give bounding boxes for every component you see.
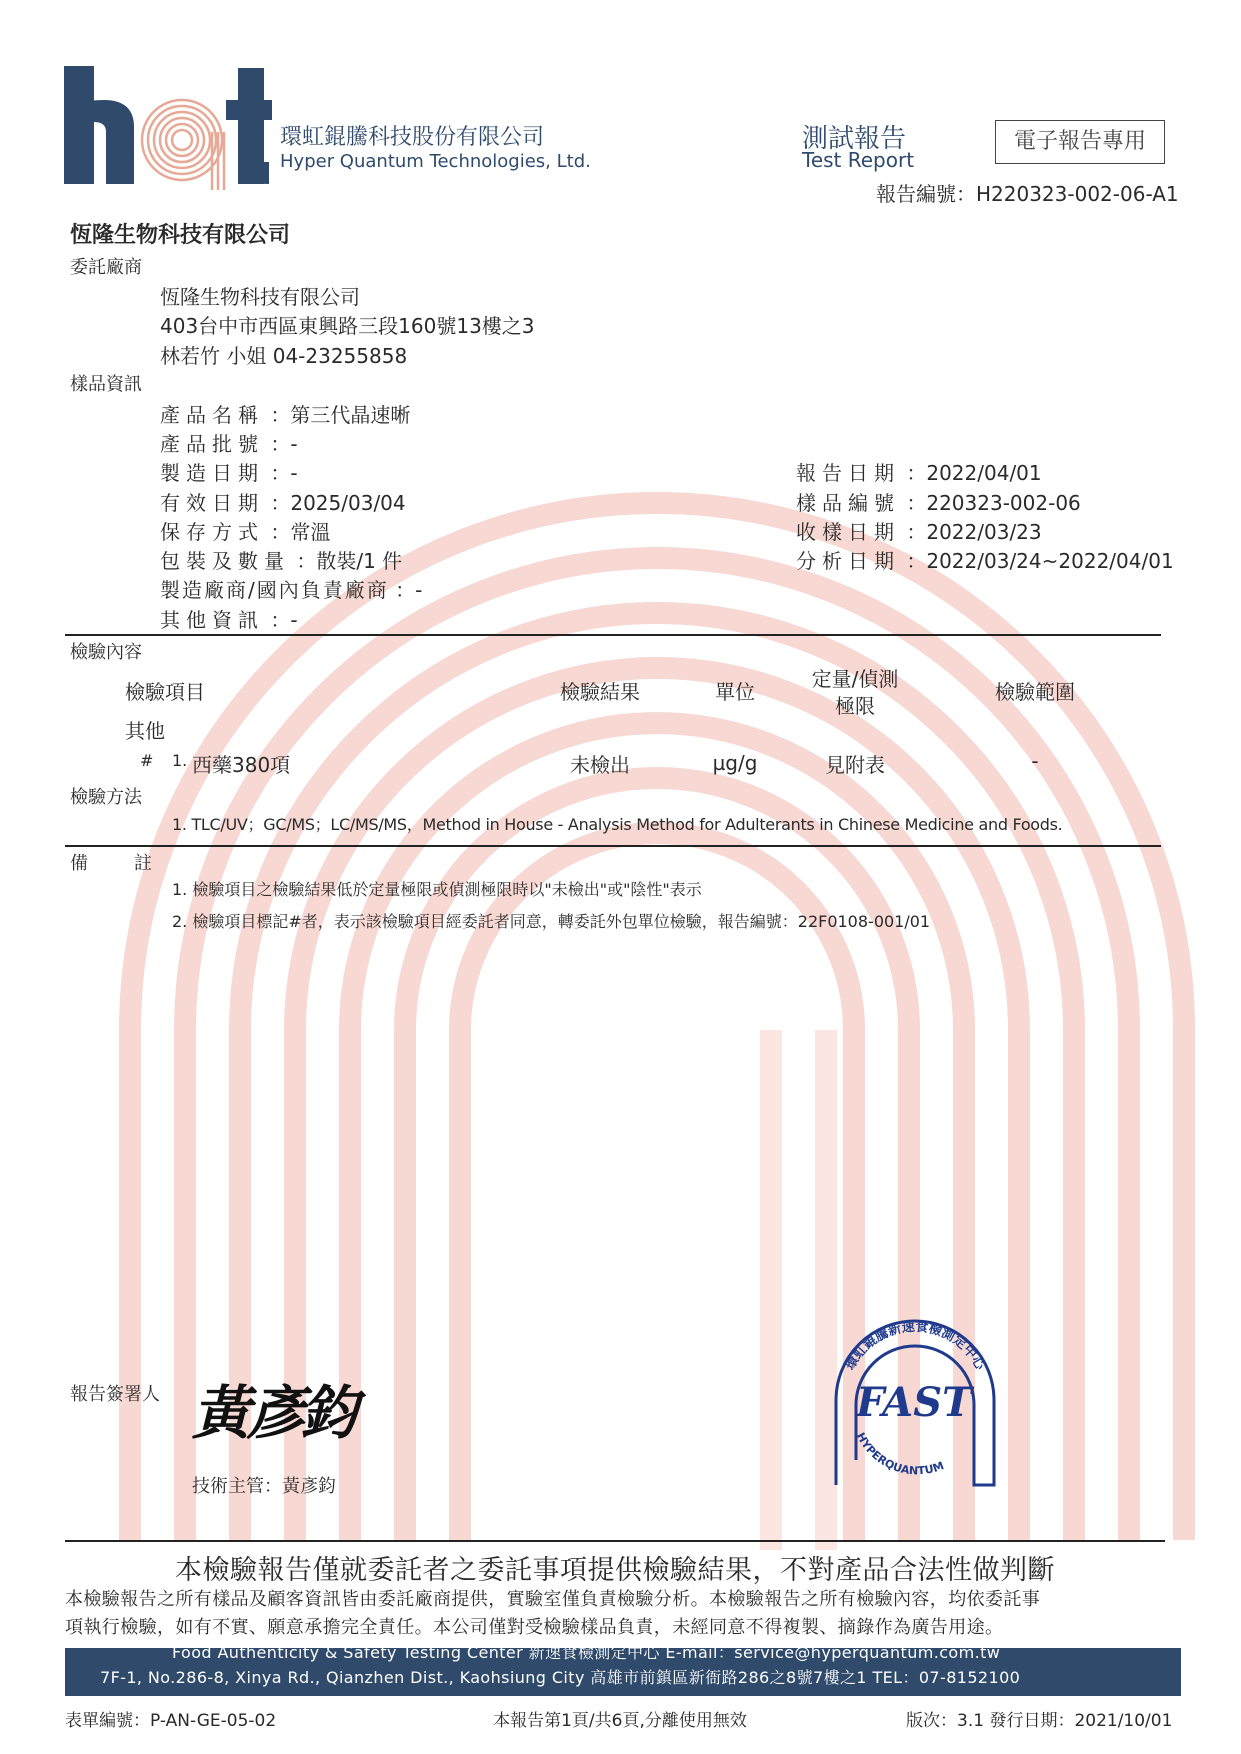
col-header-unit: 單位: [715, 680, 755, 704]
sample-field: 產品名稱 ：第三代晶速晰: [160, 403, 411, 427]
client-name: 恆隆生物科技有限公司: [160, 285, 360, 309]
report-title-en: Test Report: [802, 148, 915, 172]
company-logo: [64, 62, 274, 192]
group-label: 其他: [125, 719, 165, 743]
sample-field: 製造日期 ：-: [160, 461, 298, 485]
row-loq: 見附表: [825, 753, 885, 777]
sample-field: 其他資訊 ：-: [160, 608, 298, 632]
col-header-range: 檢驗範圍: [995, 680, 1075, 704]
company-name-en: Hyper Quantum Technologies, Ltd.: [280, 151, 591, 172]
svg-text:環虹錕騰新速食檢測定中心: 環虹錕騰新速食檢測定中心: [842, 1319, 988, 1373]
sample-field: 包裝及數量 ：散裝/1 件: [160, 549, 403, 573]
sample-field: 製造廠商/國內負責廠商 ：-: [160, 578, 423, 602]
col-header-loq-1: 定量/偵測: [811, 667, 899, 691]
version-info: 版次：3.1 發行日期：2021/10/01: [906, 1711, 1173, 1731]
form-number: 表單編號：P-AN-GE-05-02: [65, 1711, 277, 1731]
sample-field: 產品批號 ：-: [160, 432, 298, 456]
sample-field-right: 收樣日期 ：2022/03/23: [796, 520, 1042, 544]
note-item: 1. 檢驗項目之檢驗結果低於定量極限或偵測極限時以"未檢出"或"陰性"表示: [172, 880, 702, 899]
signer-label: 報告簽署人: [70, 1384, 160, 1405]
col-header-loq-2: 極限: [835, 694, 875, 718]
company-name-cn: 環虹錕騰科技股份有限公司: [280, 125, 545, 150]
report-number: 報告編號：H220323-002-06-A1: [876, 182, 1179, 206]
row-number: 1.: [172, 751, 188, 770]
handwritten-signature: 黃彥鈞: [192, 1379, 355, 1447]
col-header-result: 檢驗結果: [560, 680, 640, 704]
footer-band-line-1: Food Authenticity & Safety Testing Center 新速食檢測定中心 E-mail：service@hyperquantum.com.tw: [172, 1643, 1001, 1662]
row-result: 未檢出: [570, 753, 630, 777]
divider: [65, 634, 1161, 636]
page-info: 本報告第1頁/共6頁,分離使用無效: [493, 1711, 747, 1731]
note-item: 2. 檢驗項目標記#者，表示該檢驗項目經委託者同意，轉委託外包單位檢驗，報告編號：22F0108-001/01: [172, 912, 931, 931]
seal-word: FAST: [856, 1379, 972, 1426]
method-label: 檢驗方法: [70, 787, 142, 808]
notes-label-2: 註: [134, 853, 152, 874]
row-unit: µg/g: [712, 751, 758, 775]
method-text: 1. TLC/UV；GC/MS；LC/MS/MS，Method in House - Analysis Method for Adulterants in Chinese Medicine and Foods.: [172, 815, 1063, 834]
disclaimer-headline: 本檢驗報告僅就委託者之委託事項提供檢驗結果，不對產品合法性做判斷: [175, 1555, 1055, 1586]
outsourced-mark: #: [140, 751, 154, 770]
signer-name: 技術主管：黃彥鈞: [192, 1476, 336, 1497]
row-range: -: [1031, 749, 1039, 773]
client-heading: 恆隆生物科技有限公司: [70, 223, 291, 248]
sample-field-right: 報告日期 ：2022/04/01: [796, 461, 1042, 485]
sample-field-right: 樣品編號 ：220323-002-06: [796, 491, 1081, 515]
sample-field-right: 分析日期 ：2022/03/24~2022/04/01: [796, 549, 1174, 573]
col-header-item: 檢驗項目: [125, 680, 205, 704]
sample-field: 有效日期 ：2025/03/04: [160, 491, 406, 515]
e-report-badge: 電子報告專用: [995, 120, 1165, 164]
footer-band-line-2: 7F-1, No.286-8, Xinya Rd., Qianzhen Dist., Kaohsiung City 高雄市前鎮區新衙路286之8號7樓之1 TEL：07-8152100: [100, 1668, 1021, 1687]
client-label: 委託廠商: [70, 257, 142, 278]
client-address: 403台中市西區東興路三段160號13樓之3: [160, 314, 535, 338]
divider: [65, 845, 1161, 847]
report-title-cn: 測試報告: [802, 124, 907, 154]
client-contact: 林若竹 小姐 04-23255858: [160, 344, 408, 368]
row-item: 西藥380項: [192, 753, 291, 777]
inspection-label: 檢驗內容: [70, 642, 142, 663]
fast-seal: [826, 1310, 1004, 1488]
sample-info-label: 樣品資訊: [70, 374, 142, 395]
sample-field: 保存方式 ：常溫: [160, 520, 331, 544]
notes-label-1: 備: [70, 853, 88, 874]
divider: [65, 1540, 1165, 1542]
disclaimer-line-1: 本檢驗報告之所有樣品及顧客資訊皆由委託廠商提供，實驗室僅負責檢驗分析。本檢驗報告之所有檢驗內容，均依委託事: [65, 1589, 1041, 1610]
disclaimer-line-2: 項執行檢驗，如有不實、願意承擔完全責任。本公司僅對受檢驗樣品負責，未經同意不得複製、摘錄作為廣告用途。: [65, 1617, 1004, 1638]
svg-text:HYPERQUANTUM: HYPERQUANTUM: [853, 1430, 946, 1478]
